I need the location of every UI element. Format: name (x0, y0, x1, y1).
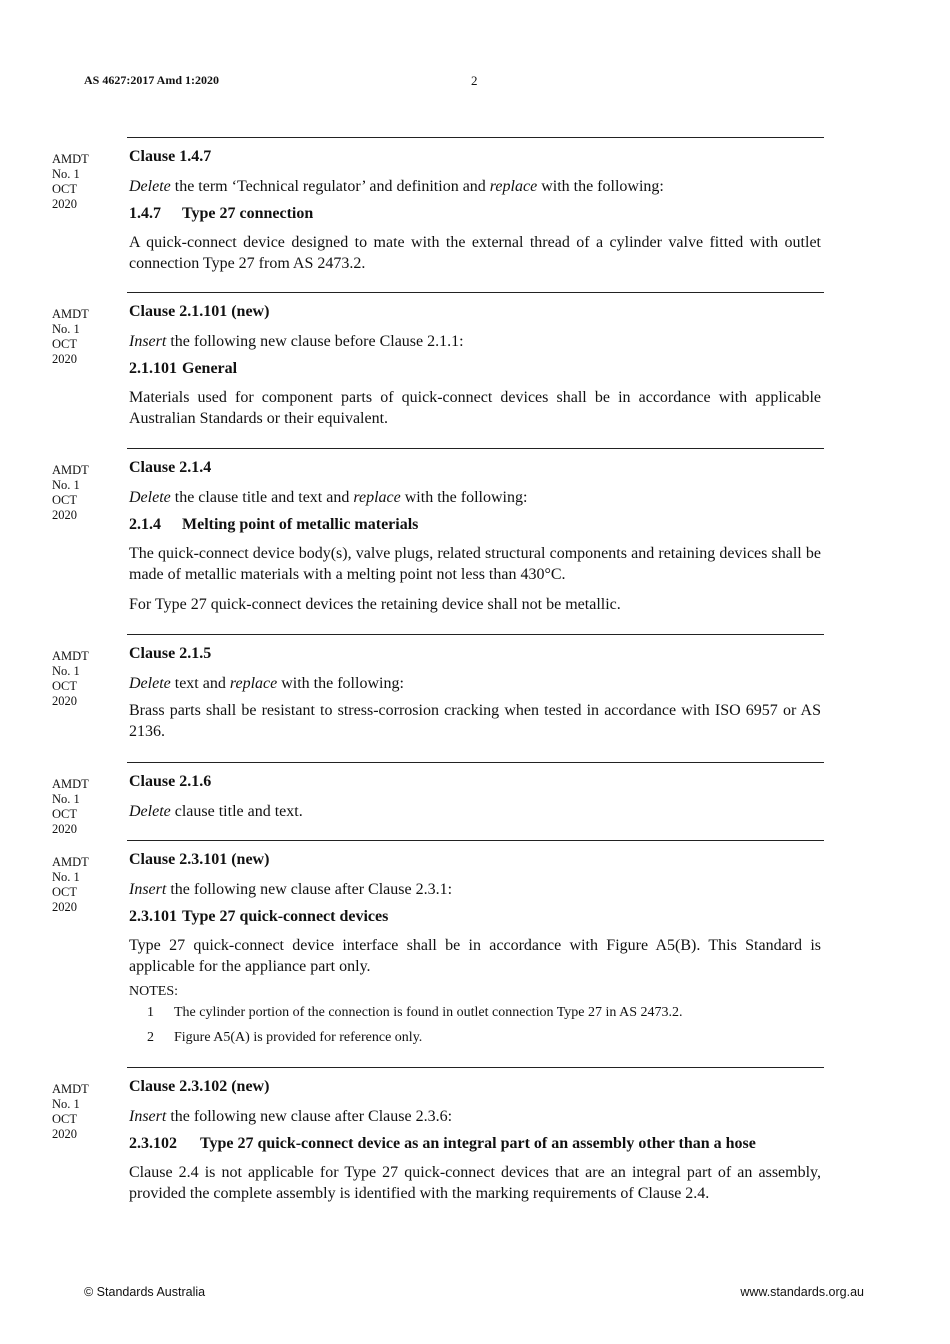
section-divider (127, 448, 824, 449)
page-number: 2 (471, 73, 478, 88)
clause-paragraph: Materials used for component parts of quick-connect devices shall be in accordance with applicable Australian Standards or their equivalent. (129, 389, 821, 427)
subclause-heading: 1.4.7 Type 27 connection (129, 205, 314, 222)
instruction: Delete text and replace with the following: (129, 675, 404, 692)
instruction: Insert the following new clause after Clause 2.3.1: (129, 881, 453, 898)
note-item: 2 Figure A5(A) is provided for reference only. (147, 1030, 423, 1045)
website-link[interactable]: www.standards.org.au (740, 1285, 864, 1299)
notes-heading: NOTES: (129, 984, 178, 999)
section-divider (127, 292, 824, 293)
amendment-margin-note: AMDT No. 1 OCT 2020 (52, 649, 89, 708)
clause-title: Clause 2.1.6 (129, 773, 212, 790)
clause-title: Clause 2.3.101 (new) (129, 851, 270, 868)
clause-paragraph: A quick-connect device designed to mate with the external thread of a cylinder valve fitted with outlet connection Type 27 from AS 2473.2. (129, 234, 821, 272)
clause-paragraph: The quick-connect device body(s), valve plugs, related structural components and retaining devices shall be made of metallic materials with a melting point not less than 430°C. (129, 545, 821, 583)
clause-title: Clause 2.1.4 (129, 459, 212, 476)
clause-title: Clause 2.3.102 (new) (129, 1078, 270, 1095)
instruction: Delete clause title and text. (129, 803, 303, 820)
clause-paragraph: Brass parts shall be resistant to stress-corrosion cracking when tested in accordance with ISO 6957 or AS 2136. (129, 702, 821, 740)
section-divider (127, 840, 824, 841)
amendment-margin-note: AMDT No. 1 OCT 2020 (52, 855, 89, 914)
subclause-heading: 2.3.101 Type 27 quick-connect devices (129, 908, 389, 925)
clause-paragraph: Type 27 quick-connect device interface shall be in accordance with Figure A5(B). This Standard is applicable for the appliance part only. (129, 937, 821, 975)
amendment-margin-note: AMDT No. 1 OCT 2020 (52, 307, 89, 366)
amendment-margin-note: AMDT No. 1 OCT 2020 (52, 777, 89, 836)
amendment-margin-note: AMDT No. 1 OCT 2020 (52, 152, 89, 211)
clause-title: Clause 2.1.101 (new) (129, 303, 270, 320)
note-item: 1 The cylinder portion of the connection is found in outlet connection Type 27 in AS 2473.2. (147, 1005, 683, 1020)
subclause-heading: 2.1.101 General (129, 360, 238, 377)
clause-paragraph: For Type 27 quick-connect devices the retaining device shall not be metallic. (129, 596, 621, 613)
section-divider (127, 762, 824, 763)
clause-title: Clause 1.4.7 (129, 148, 212, 165)
section-divider (127, 1067, 824, 1068)
section-divider (127, 137, 824, 138)
instruction: Delete the term ‘Technical regulator’ and definition and replace with the following: (129, 178, 664, 195)
subclause-heading: 2.3.102 Type 27 quick-connect device as an integral part of an assembly other than a hose (129, 1135, 756, 1152)
document-id: AS 4627:2017 Amd 1:2020 (84, 73, 220, 87)
clause-title: Clause 2.1.5 (129, 645, 212, 662)
instruction: Insert the following new clause before Clause 2.1.1: (129, 333, 464, 350)
instruction: Delete the clause title and text and replace with the following: (129, 489, 528, 506)
amendment-margin-note: AMDT No. 1 OCT 2020 (52, 1082, 89, 1141)
section-divider (127, 634, 824, 635)
amendment-margin-note: AMDT No. 1 OCT 2020 (52, 463, 89, 522)
clause-paragraph: Clause 2.4 is not applicable for Type 27 quick-connect devices that are an integral part of an assembly, provided the complete assembly is identified with the marking requirements of Clause 2.4. (129, 1164, 821, 1202)
copyright-notice: © Standards Australia (84, 1285, 206, 1299)
subclause-heading: 2.1.4 Melting point of metallic materials (129, 516, 419, 533)
instruction: Insert the following new clause after Clause 2.3.6: (129, 1108, 453, 1125)
